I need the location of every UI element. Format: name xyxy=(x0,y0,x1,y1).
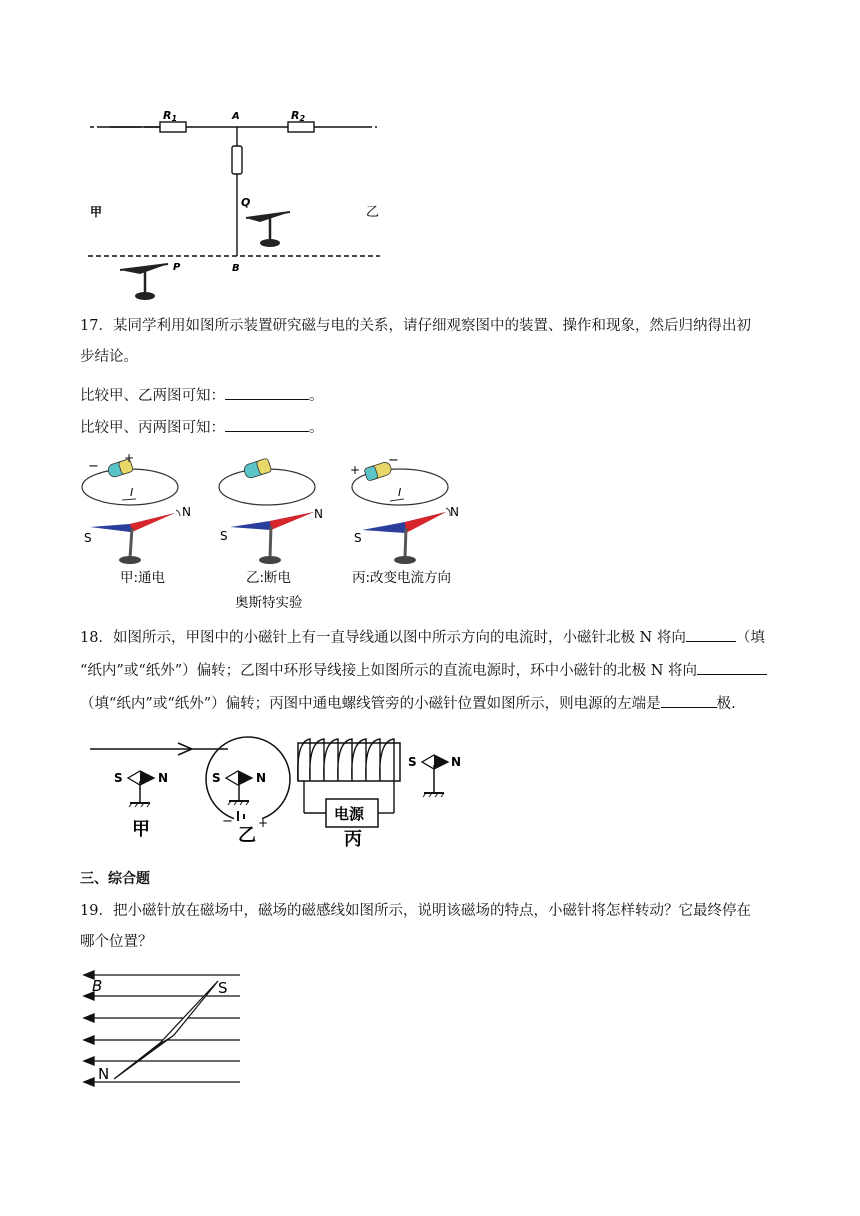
label-p: P xyxy=(173,262,181,273)
current-label-jia: I xyxy=(130,486,134,499)
q18-caption-yi: 乙 xyxy=(238,825,256,846)
figure-title: 奥斯特实验 xyxy=(235,595,303,611)
q18-jia-s: S xyxy=(114,771,123,785)
needle-bing-north xyxy=(405,512,446,533)
needle-s-label-jia: S xyxy=(84,531,92,545)
small-needle-jia-north xyxy=(140,771,154,785)
compass-q xyxy=(246,212,290,247)
wire-loop-yi xyxy=(219,469,315,505)
plus-sign-bing: + xyxy=(350,463,361,477)
panel-jia xyxy=(82,451,191,586)
needle-stand-bing xyxy=(405,528,406,558)
q17-compare-jia-yi-label: 比较甲、乙两图可知： xyxy=(80,388,225,404)
q18-line3-end: 极. xyxy=(716,696,736,712)
label-yi: 乙 xyxy=(366,205,380,220)
q18-panel-yi xyxy=(206,737,290,846)
label-jia: 甲 xyxy=(90,205,103,219)
q18-line1-end: （填 xyxy=(735,630,765,646)
section-title-comprehensive: 三、综合题 xyxy=(80,871,150,887)
label-b: B xyxy=(232,263,240,274)
needle-base-bing xyxy=(394,556,416,564)
needle-s-label-bing: S xyxy=(354,531,362,545)
q18-yi-n: N xyxy=(256,771,267,785)
q18-jia-n: N xyxy=(158,771,169,785)
q18-yi-minus: − xyxy=(222,814,233,829)
panel-bing xyxy=(350,453,459,586)
label-a: A xyxy=(232,111,240,122)
needle-n-label-jia: N xyxy=(182,505,191,519)
needle-base-yi xyxy=(259,556,281,564)
q18-text-line1 xyxy=(80,627,765,648)
small-needle-yi-north xyxy=(238,771,252,785)
q18-line3-text: （填“纸内”或“纸外”）偏转；丙图中通电螺线管旁的小磁针位置如图所示，则电源的左端是 xyxy=(80,696,661,712)
needle-n-label: N xyxy=(98,1065,110,1083)
q18-bing-s: S xyxy=(408,755,417,769)
circuit-diagram xyxy=(80,100,390,310)
needle-yi-north xyxy=(270,512,314,530)
compass-p xyxy=(120,264,168,300)
needle-jia-north xyxy=(130,513,175,532)
q18-bing-n: N xyxy=(451,755,462,769)
q17-text-line1: 17．某同学利用如图所示装置研究磁与电的关系，请仔细观察图中的装置、操作和现象，然后归纳得出初 xyxy=(80,318,751,334)
minus-sign-jia: − xyxy=(88,459,99,474)
q19-text-line1: 19．把小磁针放在磁场中，磁场的磁感线如图所示，说明该磁场的特点，小磁针将怎样转动？它最终停在 xyxy=(80,903,751,919)
q19-text-line2: 哪个位置？ xyxy=(80,934,153,950)
needle-s-label-yi: S xyxy=(220,529,228,543)
power-source-label: 电源 xyxy=(334,805,365,823)
q17-period-1: 。 xyxy=(309,388,324,404)
answer-blank-q18-2[interactable] xyxy=(697,660,767,675)
label-r2: R2 xyxy=(291,109,306,123)
q18-line1-text: 18．如图所示，甲图中的小磁针上有一直导线通以图中所示方向的电流时，小磁针北极 N 将向 xyxy=(80,630,686,646)
needle-stand-yi xyxy=(270,526,271,558)
q18-text-line3 xyxy=(80,693,736,714)
q18-caption-jia: 甲 xyxy=(132,819,150,840)
q17-compare-jia-bing-label: 比较甲、丙两图可知： xyxy=(80,420,225,436)
small-needle-bing-north xyxy=(434,755,448,769)
minus-sign-bing: − xyxy=(388,453,399,468)
caption-yi: 乙:断电 xyxy=(246,570,292,586)
answer-blank-q18-3[interactable] xyxy=(661,693,717,708)
needle-n-label-yi: N xyxy=(314,507,323,521)
label-q: Q xyxy=(241,196,251,209)
q17-period-2: 。 xyxy=(309,420,324,436)
q18-yi-s: S xyxy=(212,771,221,785)
panel-yi xyxy=(219,458,323,611)
q18-yi-plus: + xyxy=(258,816,269,830)
resistor-r1 xyxy=(160,122,186,132)
q18-text-line2 xyxy=(80,660,767,681)
q18-panel-bing xyxy=(298,739,461,850)
current-label-bing: I xyxy=(398,486,402,499)
battery-yi xyxy=(243,458,272,479)
needle-base-jia xyxy=(119,556,141,564)
current-arrow-jia xyxy=(122,499,136,500)
q18-figure xyxy=(88,735,488,850)
current-arrow-bing xyxy=(390,499,404,501)
solenoid-coils xyxy=(298,739,394,781)
oersted-experiment-figure xyxy=(80,450,480,615)
caption-bing: 丙:改变电流方向 xyxy=(352,570,452,586)
answer-blank-q17-1[interactable] xyxy=(225,385,309,400)
label-r1: R1 xyxy=(163,109,178,123)
resistor-ab xyxy=(232,146,242,174)
caption-jia: 甲:通电 xyxy=(120,570,166,586)
q18-caption-bing: 丙 xyxy=(344,829,362,850)
q17-text-line2: 步结论。 xyxy=(80,349,138,365)
q17-compare-jia-yi xyxy=(80,385,324,406)
needle-s-label: S xyxy=(218,979,228,997)
resistor-r2 xyxy=(288,122,314,132)
rotation-arrow-jia xyxy=(176,510,180,516)
plus-sign-jia: + xyxy=(124,451,135,465)
needle-stand-jia xyxy=(130,528,132,558)
q17-compare-jia-bing xyxy=(80,417,324,438)
magnetic-field-figure xyxy=(80,965,250,1090)
field-label-b: B xyxy=(92,977,103,995)
q18-line2-text: “纸内”或“纸外”）偏转；乙图中环形导线接上如图所示的直流电源时，环中小磁针的北极 N 将向 xyxy=(80,663,698,679)
answer-blank-q18-1[interactable] xyxy=(686,627,736,642)
answer-blank-q17-2[interactable] xyxy=(225,417,309,432)
needle-n-label-bing: N xyxy=(450,505,459,519)
